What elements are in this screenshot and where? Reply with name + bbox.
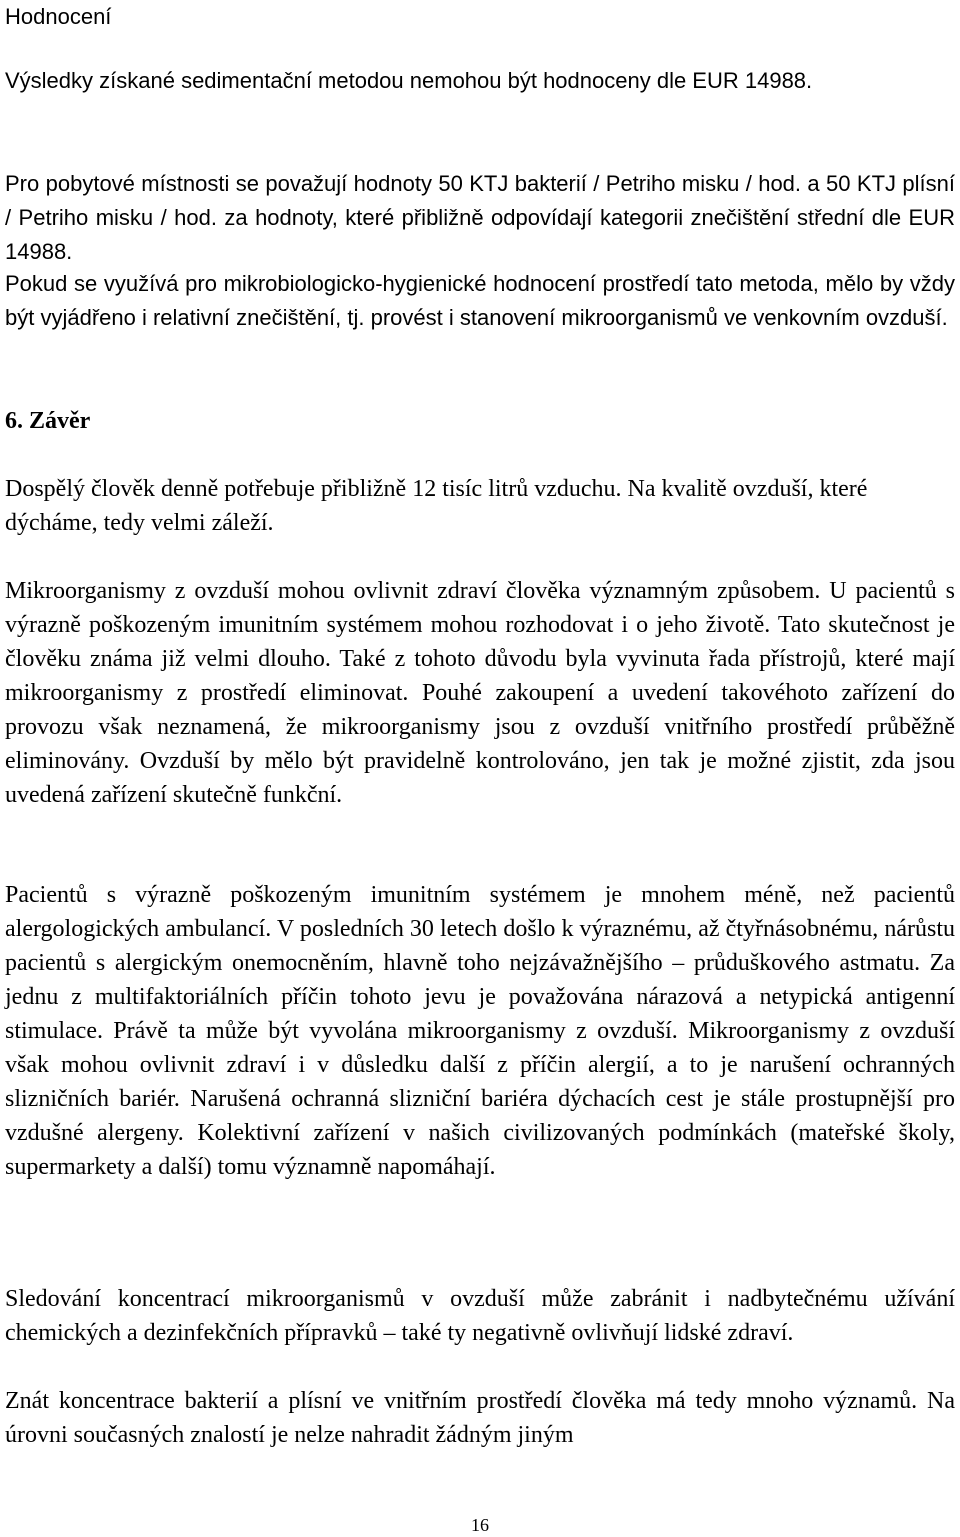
- page-number: 16: [471, 1515, 489, 1535]
- section-label: Hodnocení: [5, 4, 112, 29]
- paragraph-air-quality: Dospělý člověk denně potřebuje přibližně 12 tisíc litrů vzduchu. Na kvalitě ovzduší, které dýcháme, tedy velmi záleží.: [5, 476, 868, 536]
- paragraph-sedimentation: Výsledky získané sedimentační metodou nemohou být hodnoceny dle EUR 14988.: [5, 68, 813, 93]
- paragraph-immune-patients: Pacientů s výrazně poškozeným imunitním systémem je mnohem méně, než pacientů alergologických ambulancí. V posledních 30 letech došlo k výraznému, až čtyřnásobnému, nárůstu pacientů s alergickým onemocněním, hlavně toho nejzávažnějšího – průduškového astmatu. Za jednu z multifaktoriálních příčin tohoto jevu je považována nárazová a netypická antigenní stimulace. Právě ta může být vyvolána mikroorganismy z ovzduší. Mikroorganismy z ovzduší však mohou ovlivnit zdraví i v důsledku další z příčin alergií, a to je narušení ochranných slizničních bariér. Narušená ochranná slizniční bariéra dýchacích cest je stále prostupnější pro vzdušné alergeny. Kolektivní zařízení v našich civilizovaných podmínkách (mateřské školy, supermarkety a další) tomu významně napomáhají.: [5, 882, 955, 1180]
- paragraph-chemicals: Sledování koncentrací mikroorganismů v ovzduší může zabránit i nadbytečnému užívání chemických a dezinfekčních přípravků – také ty negativně ovlivňují lidské zdraví.: [5, 1286, 955, 1346]
- paragraph-concentrations: Znát koncentrace bakterií a plísní ve vnitřním prostředí člověka má tedy mnoho významů. Na úrovni současných znalostí je nelze nahradit žádným jiným: [5, 1388, 955, 1448]
- paragraph-limits: Pro pobytové místnosti se považují hodnoty 50 KTJ bakterií / Petriho misku / hod. a 50 KTJ plísní / Petriho misku / hod. za hodnoty, které přibližně odpovídají kategorii znečištění střední dle EUR 14988.: [5, 171, 955, 264]
- paragraph-microorganisms-health: Mikroorganismy z ovzduší mohou ovlivnit zdraví člověka významným způsobem. U pacientů s výrazně poškozeným imunitním systémem mohou rozhodovat i o jeho životě. Tato skutečnost je člověku známa již velmi dlouho. Také z tohoto důvodu byla vyvinuta řada přístrojů, které mají mikroorganismy z prostředí eliminovat. Pouhé zakoupení a uvedení takovéhoto zařízení do provozu však neznamená, že mikroorganismy jsou z ovzduší vnitřního prostředí průběžně eliminovány. Ovzduší by mělo být pravidelně kontrolováno, jen tak je možné zjistit, zda jsou uvedená zařízení skutečně funkční.: [5, 578, 955, 808]
- paragraph-relative-pollution: Pokud se využívá pro mikrobiologicko-hygienické hodnocení prostředí tato metoda, mělo by vždy být vyjádřeno i relativní znečištění, tj. provést i stanovení mikroorganismů ve venkovním ovzduší.: [5, 271, 955, 330]
- conclusion-heading: 6. Závěr: [5, 408, 91, 434]
